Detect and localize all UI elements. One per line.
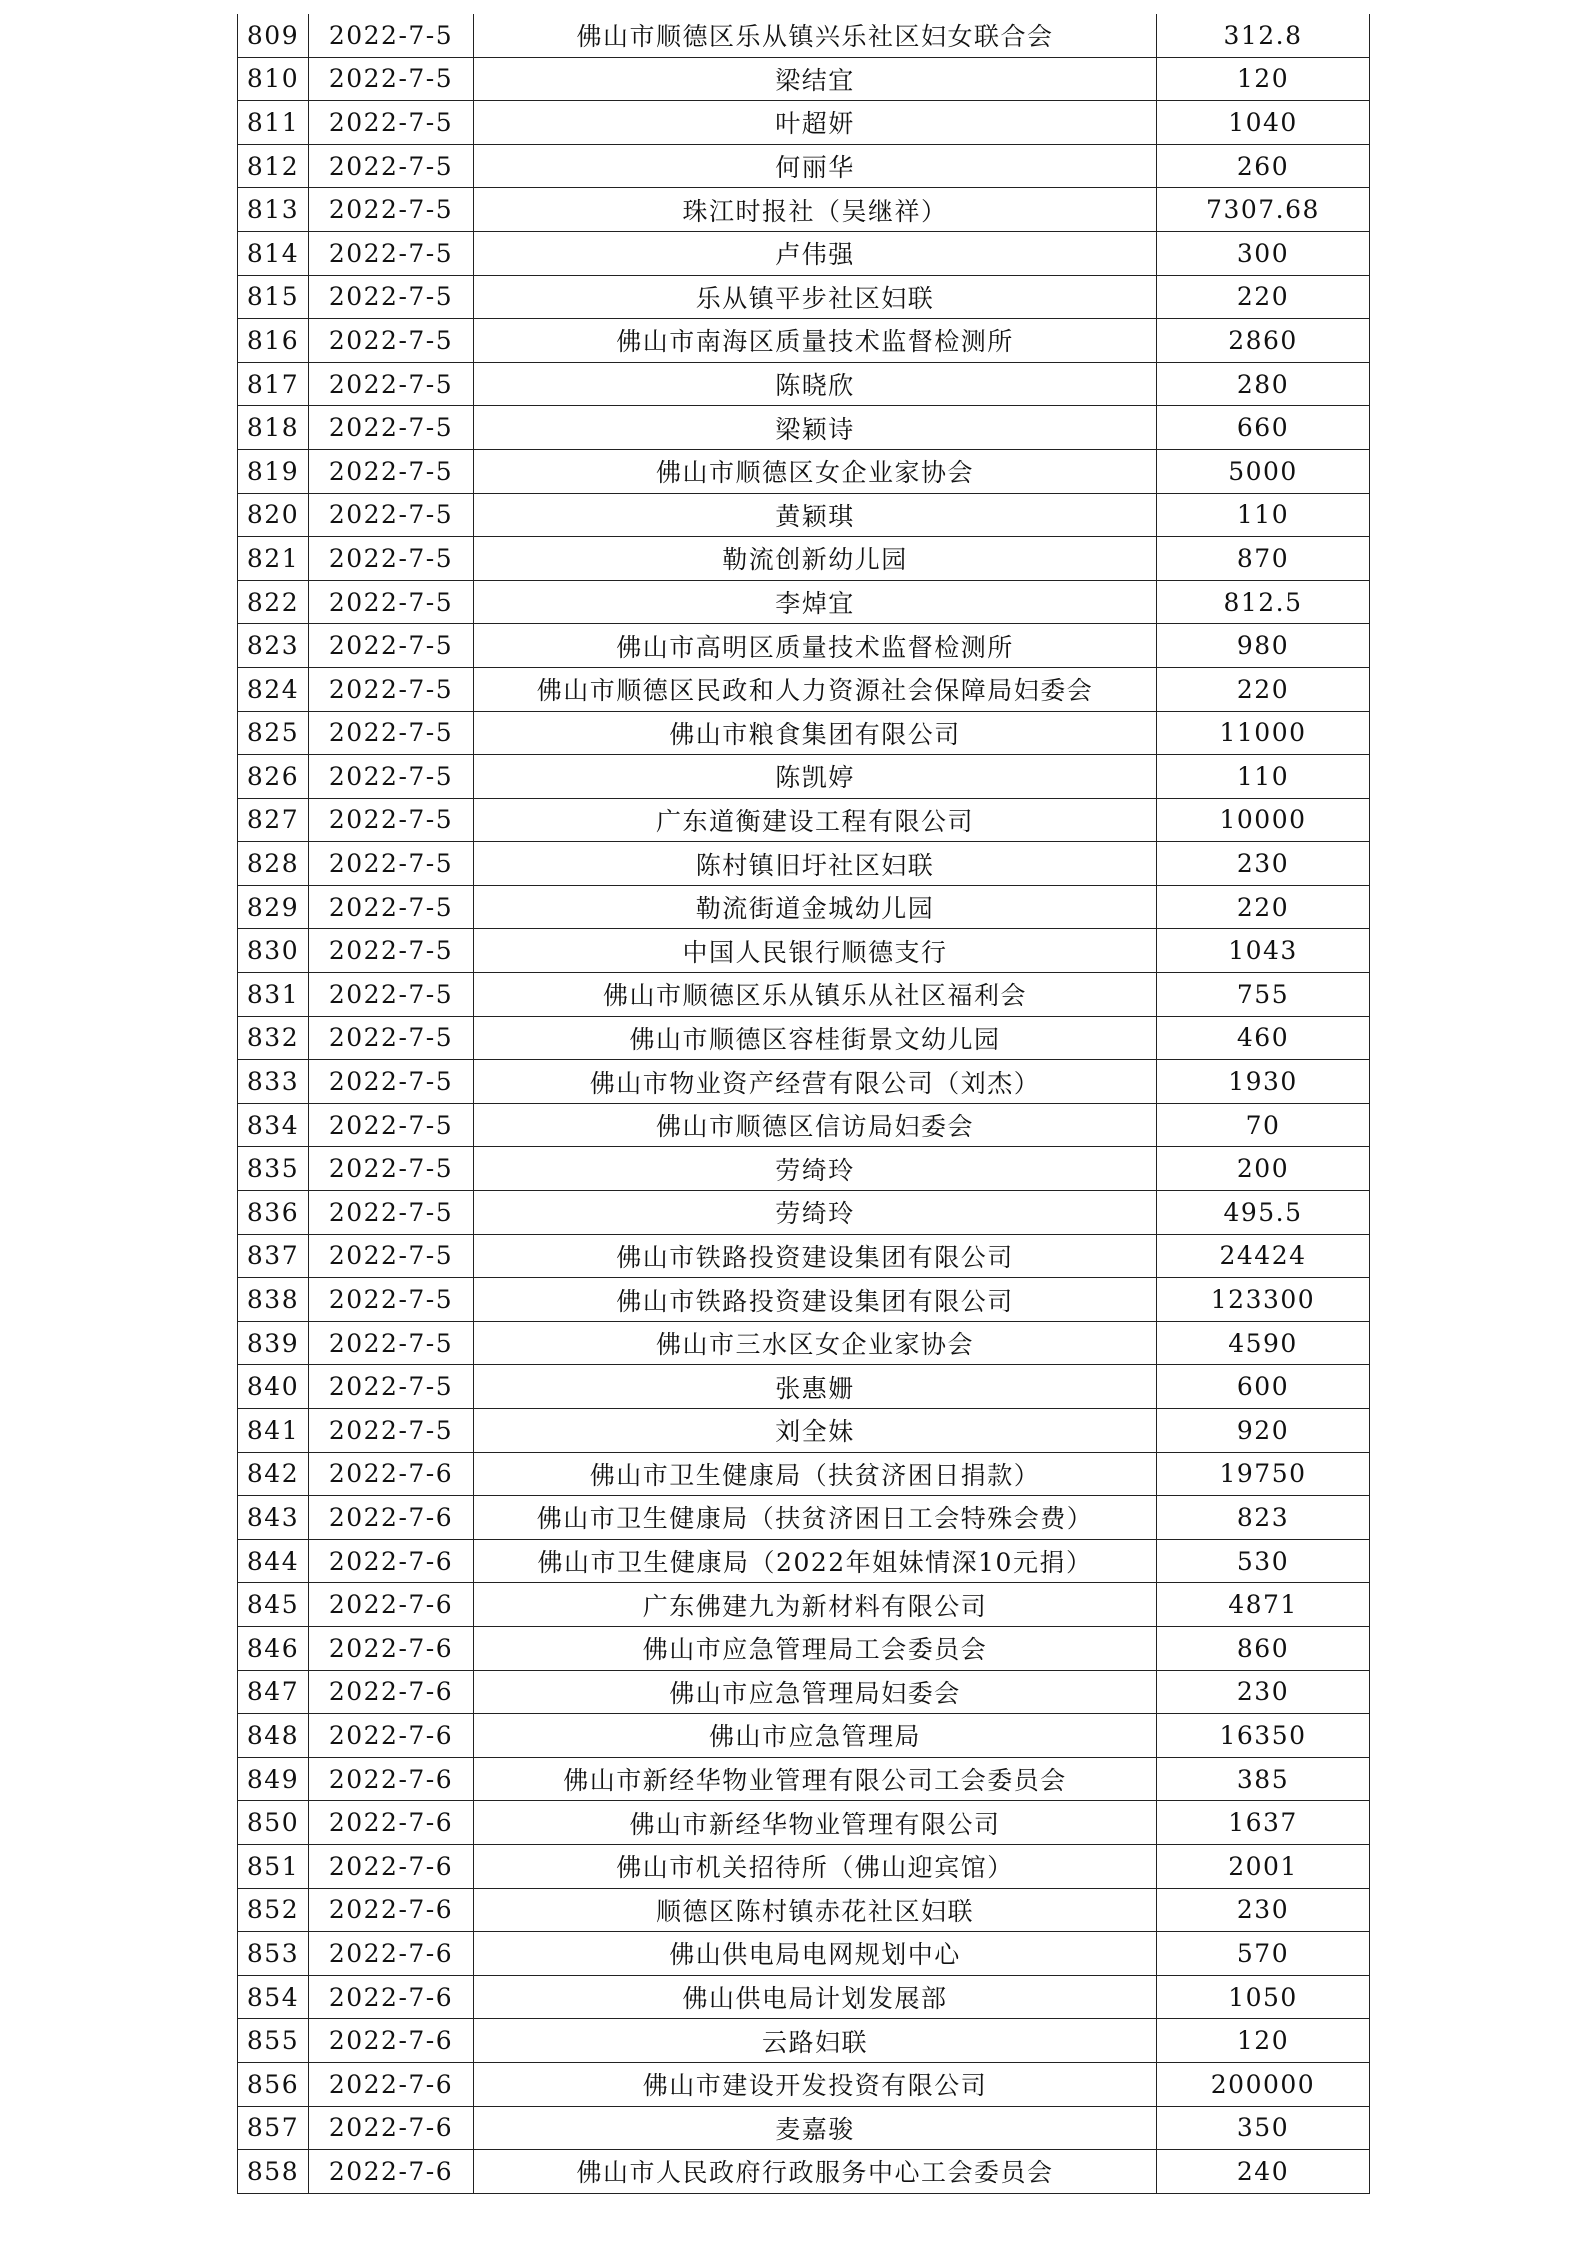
row-number-cell: 811 <box>238 101 309 145</box>
donation-amount-cell: 312.8 <box>1157 14 1370 57</box>
row-date-cell: 2022-7-5 <box>309 1103 474 1147</box>
table-row <box>238 1016 1370 1060</box>
donation-amount-cell: 220 <box>1157 275 1370 319</box>
table-row <box>238 1365 1370 1409</box>
table-row <box>238 624 1370 668</box>
row-number-cell: 809 <box>238 14 309 57</box>
donation-amount-cell: 5000 <box>1157 449 1370 493</box>
donor-name-cell: 佛山市卫生健康局（2022年姐妹情深10元捐） <box>474 1539 1157 1583</box>
row-number-cell: 835 <box>238 1147 309 1191</box>
donation-amount-cell: 70 <box>1157 1103 1370 1147</box>
donation-amount-cell: 240 <box>1157 2150 1370 2194</box>
row-date-cell: 2022-7-5 <box>309 842 474 886</box>
donation-amount-cell: 120 <box>1157 2019 1370 2063</box>
donor-name-cell: 陈晓欣 <box>474 362 1157 406</box>
donor-name-cell: 顺德区陈村镇赤花社区妇联 <box>474 1888 1157 1932</box>
row-date-cell: 2022-7-5 <box>309 188 474 232</box>
table-row <box>238 57 1370 101</box>
row-number-cell: 855 <box>238 2019 309 2063</box>
row-date-cell: 2022-7-6 <box>309 1844 474 1888</box>
donor-name-cell: 佛山供电局计划发展部 <box>474 1975 1157 2019</box>
table-row <box>238 537 1370 581</box>
row-date-cell: 2022-7-6 <box>309 1801 474 1845</box>
donor-name-cell: 张惠姗 <box>474 1365 1157 1409</box>
table-row <box>238 2019 1370 2063</box>
donor-name-cell: 叶超妍 <box>474 101 1157 145</box>
row-date-cell: 2022-7-5 <box>309 1234 474 1278</box>
row-date-cell: 2022-7-5 <box>309 144 474 188</box>
row-date-cell: 2022-7-5 <box>309 449 474 493</box>
row-date-cell: 2022-7-5 <box>309 319 474 363</box>
table-row <box>238 2106 1370 2150</box>
row-number-cell: 825 <box>238 711 309 755</box>
table-row <box>238 842 1370 886</box>
row-number-cell: 850 <box>238 1801 309 1845</box>
donor-name-cell: 佛山市机关招待所（佛山迎宾馆） <box>474 1844 1157 1888</box>
row-number-cell: 857 <box>238 2106 309 2150</box>
table-row <box>238 101 1370 145</box>
donor-name-cell: 乐从镇平步社区妇联 <box>474 275 1157 319</box>
row-date-cell: 2022-7-6 <box>309 1583 474 1627</box>
row-date-cell: 2022-7-5 <box>309 929 474 973</box>
row-number-cell: 845 <box>238 1583 309 1627</box>
row-date-cell: 2022-7-6 <box>309 1626 474 1670</box>
row-number-cell: 828 <box>238 842 309 886</box>
donor-name-cell: 广东道衡建设工程有限公司 <box>474 798 1157 842</box>
donor-name-cell: 何丽华 <box>474 144 1157 188</box>
donation-amount-cell: 570 <box>1157 1932 1370 1976</box>
donor-name-cell: 麦嘉骏 <box>474 2106 1157 2150</box>
table-row <box>238 231 1370 275</box>
row-date-cell: 2022-7-6 <box>309 1670 474 1714</box>
donor-name-cell: 梁结宜 <box>474 57 1157 101</box>
row-number-cell: 821 <box>238 537 309 581</box>
row-date-cell: 2022-7-5 <box>309 362 474 406</box>
donation-amount-cell: 120 <box>1157 57 1370 101</box>
row-date-cell: 2022-7-6 <box>309 1757 474 1801</box>
donation-amount-cell: 860 <box>1157 1626 1370 1670</box>
table-row <box>238 1539 1370 1583</box>
donation-amount-cell: 4871 <box>1157 1583 1370 1627</box>
row-number-cell: 854 <box>238 1975 309 2019</box>
donation-table-container <box>237 14 1369 2194</box>
row-number-cell: 852 <box>238 1888 309 1932</box>
donation-amount-cell: 280 <box>1157 362 1370 406</box>
table-row <box>238 885 1370 929</box>
table-row <box>238 1975 1370 2019</box>
table-row <box>238 449 1370 493</box>
donor-name-cell: 佛山市建设开发投资有限公司 <box>474 2062 1157 2106</box>
row-date-cell: 2022-7-5 <box>309 275 474 319</box>
table-row <box>238 1321 1370 1365</box>
donation-amount-cell: 220 <box>1157 667 1370 711</box>
row-date-cell: 2022-7-5 <box>309 711 474 755</box>
table-row <box>238 1844 1370 1888</box>
donor-name-cell: 佛山市三水区女企业家协会 <box>474 1321 1157 1365</box>
donor-name-cell: 佛山市应急管理局工会委员会 <box>474 1626 1157 1670</box>
donation-table-body <box>238 14 1370 2193</box>
donor-name-cell: 刘全妹 <box>474 1409 1157 1453</box>
table-row <box>238 1060 1370 1104</box>
row-number-cell: 820 <box>238 493 309 537</box>
donation-amount-cell: 660 <box>1157 406 1370 450</box>
row-date-cell: 2022-7-5 <box>309 1060 474 1104</box>
row-date-cell: 2022-7-5 <box>309 57 474 101</box>
donation-amount-cell: 110 <box>1157 755 1370 799</box>
donor-name-cell: 劳绮玲 <box>474 1191 1157 1235</box>
row-number-cell: 810 <box>238 57 309 101</box>
donor-name-cell: 佛山市顺德区乐从镇乐从社区福利会 <box>474 973 1157 1017</box>
donation-amount-cell: 260 <box>1157 144 1370 188</box>
donor-name-cell: 梁颖诗 <box>474 406 1157 450</box>
row-number-cell: 827 <box>238 798 309 842</box>
donation-amount-cell: 200000 <box>1157 2062 1370 2106</box>
table-row <box>238 1583 1370 1627</box>
table-row <box>238 1757 1370 1801</box>
donor-name-cell: 李焯宜 <box>474 580 1157 624</box>
table-row <box>238 14 1370 57</box>
donor-name-cell: 佛山市顺德区信访局妇委会 <box>474 1103 1157 1147</box>
donation-amount-cell: 1930 <box>1157 1060 1370 1104</box>
row-number-cell: 822 <box>238 580 309 624</box>
row-number-cell: 836 <box>238 1191 309 1235</box>
donation-amount-cell: 530 <box>1157 1539 1370 1583</box>
donation-amount-cell: 495.5 <box>1157 1191 1370 1235</box>
row-date-cell: 2022-7-5 <box>309 973 474 1017</box>
row-date-cell: 2022-7-5 <box>309 1278 474 1322</box>
table-row <box>238 973 1370 1017</box>
row-date-cell: 2022-7-6 <box>309 1888 474 1932</box>
row-date-cell: 2022-7-5 <box>309 1321 474 1365</box>
table-row <box>238 406 1370 450</box>
donor-name-cell: 佛山市物业资产经营有限公司（刘杰） <box>474 1060 1157 1104</box>
table-row <box>238 362 1370 406</box>
row-number-cell: 849 <box>238 1757 309 1801</box>
table-row <box>238 1888 1370 1932</box>
donation-amount-cell: 460 <box>1157 1016 1370 1060</box>
donation-amount-cell: 4590 <box>1157 1321 1370 1365</box>
row-date-cell: 2022-7-5 <box>309 755 474 799</box>
donor-name-cell: 佛山市应急管理局妇委会 <box>474 1670 1157 1714</box>
row-number-cell: 813 <box>238 188 309 232</box>
donation-amount-cell: 230 <box>1157 1888 1370 1932</box>
row-number-cell: 831 <box>238 973 309 1017</box>
donation-amount-cell: 300 <box>1157 231 1370 275</box>
row-number-cell: 837 <box>238 1234 309 1278</box>
row-date-cell: 2022-7-5 <box>309 1147 474 1191</box>
row-number-cell: 814 <box>238 231 309 275</box>
row-date-cell: 2022-7-6 <box>309 1714 474 1758</box>
table-row <box>238 319 1370 363</box>
row-date-cell: 2022-7-5 <box>309 101 474 145</box>
donor-name-cell: 佛山市人民政府行政服务中心工会委员会 <box>474 2150 1157 2194</box>
donation-amount-cell: 920 <box>1157 1409 1370 1453</box>
donor-name-cell: 佛山市新经华物业管理有限公司 <box>474 1801 1157 1845</box>
donation-amount-cell: 230 <box>1157 842 1370 886</box>
row-number-cell: 824 <box>238 667 309 711</box>
donation-amount-cell: 350 <box>1157 2106 1370 2150</box>
row-date-cell: 2022-7-5 <box>309 406 474 450</box>
row-date-cell: 2022-7-5 <box>309 798 474 842</box>
donation-amount-cell: 220 <box>1157 885 1370 929</box>
row-number-cell: 818 <box>238 406 309 450</box>
row-date-cell: 2022-7-5 <box>309 493 474 537</box>
donation-amount-cell: 11000 <box>1157 711 1370 755</box>
row-number-cell: 847 <box>238 1670 309 1714</box>
donation-amount-cell: 7307.68 <box>1157 188 1370 232</box>
row-number-cell: 839 <box>238 1321 309 1365</box>
table-row <box>238 1103 1370 1147</box>
table-row <box>238 667 1370 711</box>
donation-amount-cell: 980 <box>1157 624 1370 668</box>
donation-amount-cell: 1637 <box>1157 1801 1370 1845</box>
donation-amount-cell: 385 <box>1157 1757 1370 1801</box>
donation-amount-cell: 1050 <box>1157 1975 1370 2019</box>
row-number-cell: 843 <box>238 1496 309 1540</box>
donor-name-cell: 佛山市顺德区容桂街景文幼儿园 <box>474 1016 1157 1060</box>
donation-amount-cell: 1043 <box>1157 929 1370 973</box>
donation-amount-cell: 230 <box>1157 1670 1370 1714</box>
row-date-cell: 2022-7-5 <box>309 1365 474 1409</box>
row-date-cell: 2022-7-5 <box>309 1191 474 1235</box>
donor-name-cell: 劳绮玲 <box>474 1147 1157 1191</box>
row-date-cell: 2022-7-5 <box>309 885 474 929</box>
table-row <box>238 1801 1370 1845</box>
donor-name-cell: 佛山市铁路投资建设集团有限公司 <box>474 1234 1157 1278</box>
row-number-cell: 834 <box>238 1103 309 1147</box>
row-number-cell: 829 <box>238 885 309 929</box>
table-row <box>238 1278 1370 1322</box>
row-number-cell: 812 <box>238 144 309 188</box>
row-date-cell: 2022-7-6 <box>309 1932 474 1976</box>
row-date-cell: 2022-7-5 <box>309 14 474 57</box>
donation-amount-cell: 812.5 <box>1157 580 1370 624</box>
donation-amount-cell: 110 <box>1157 493 1370 537</box>
table-row <box>238 711 1370 755</box>
donor-name-cell: 佛山市南海区质量技术监督检测所 <box>474 319 1157 363</box>
row-number-cell: 832 <box>238 1016 309 1060</box>
table-row <box>238 2062 1370 2106</box>
donation-amount-cell: 1040 <box>1157 101 1370 145</box>
donor-name-cell: 佛山供电局电网规划中心 <box>474 1932 1157 1976</box>
row-date-cell: 2022-7-5 <box>309 580 474 624</box>
row-number-cell: 816 <box>238 319 309 363</box>
donation-amount-cell: 2001 <box>1157 1844 1370 1888</box>
row-number-cell: 838 <box>238 1278 309 1322</box>
donor-name-cell: 广东佛建九为新材料有限公司 <box>474 1583 1157 1627</box>
table-row <box>238 1147 1370 1191</box>
table-row <box>238 929 1370 973</box>
donor-name-cell: 勒流创新幼儿园 <box>474 537 1157 581</box>
row-number-cell: 858 <box>238 2150 309 2194</box>
table-row <box>238 1234 1370 1278</box>
donation-amount-cell: 10000 <box>1157 798 1370 842</box>
donation-amount-cell: 16350 <box>1157 1714 1370 1758</box>
row-date-cell: 2022-7-6 <box>309 1496 474 1540</box>
row-number-cell: 815 <box>238 275 309 319</box>
donor-name-cell: 佛山市新经华物业管理有限公司工会委员会 <box>474 1757 1157 1801</box>
row-number-cell: 830 <box>238 929 309 973</box>
donor-name-cell: 佛山市顺德区民政和人力资源社会保障局妇委会 <box>474 667 1157 711</box>
donor-name-cell: 佛山市高明区质量技术监督检测所 <box>474 624 1157 668</box>
row-date-cell: 2022-7-6 <box>309 1452 474 1496</box>
donor-name-cell: 佛山市卫生健康局（扶贫济困日捐款） <box>474 1452 1157 1496</box>
row-number-cell: 841 <box>238 1409 309 1453</box>
table-row <box>238 188 1370 232</box>
row-number-cell: 851 <box>238 1844 309 1888</box>
donor-name-cell: 云路妇联 <box>474 2019 1157 2063</box>
row-date-cell: 2022-7-5 <box>309 667 474 711</box>
table-row <box>238 1191 1370 1235</box>
donor-name-cell: 卢伟强 <box>474 231 1157 275</box>
donor-name-cell: 黄颖琪 <box>474 493 1157 537</box>
donor-name-cell: 佛山市应急管理局 <box>474 1714 1157 1758</box>
row-date-cell: 2022-7-6 <box>309 2150 474 2194</box>
donation-amount-cell: 200 <box>1157 1147 1370 1191</box>
donor-name-cell: 佛山市粮食集团有限公司 <box>474 711 1157 755</box>
donor-name-cell: 佛山市卫生健康局（扶贫济困日工会特殊会费） <box>474 1496 1157 1540</box>
row-number-cell: 842 <box>238 1452 309 1496</box>
row-number-cell: 856 <box>238 2062 309 2106</box>
table-row <box>238 580 1370 624</box>
row-date-cell: 2022-7-5 <box>309 231 474 275</box>
table-row <box>238 1496 1370 1540</box>
donation-amount-cell: 2860 <box>1157 319 1370 363</box>
row-number-cell: 853 <box>238 1932 309 1976</box>
table-row <box>238 755 1370 799</box>
row-number-cell: 840 <box>238 1365 309 1409</box>
row-number-cell: 823 <box>238 624 309 668</box>
donor-name-cell: 陈村镇旧圩社区妇联 <box>474 842 1157 886</box>
row-number-cell: 846 <box>238 1626 309 1670</box>
table-row <box>238 1452 1370 1496</box>
row-date-cell: 2022-7-6 <box>309 1539 474 1583</box>
row-number-cell: 848 <box>238 1714 309 1758</box>
table-row <box>238 275 1370 319</box>
donation-table <box>237 14 1370 2194</box>
row-date-cell: 2022-7-6 <box>309 2019 474 2063</box>
row-number-cell: 833 <box>238 1060 309 1104</box>
row-number-cell: 819 <box>238 449 309 493</box>
donation-amount-cell: 600 <box>1157 1365 1370 1409</box>
table-row <box>238 1932 1370 1976</box>
donation-amount-cell: 24424 <box>1157 1234 1370 1278</box>
table-row <box>238 493 1370 537</box>
table-row <box>238 1626 1370 1670</box>
donation-amount-cell: 123300 <box>1157 1278 1370 1322</box>
donation-amount-cell: 870 <box>1157 537 1370 581</box>
row-date-cell: 2022-7-5 <box>309 624 474 668</box>
table-row <box>238 144 1370 188</box>
donor-name-cell: 中国人民银行顺德支行 <box>474 929 1157 973</box>
table-row <box>238 798 1370 842</box>
donor-name-cell: 佛山市铁路投资建设集团有限公司 <box>474 1278 1157 1322</box>
donor-name-cell: 佛山市顺德区女企业家协会 <box>474 449 1157 493</box>
donation-amount-cell: 19750 <box>1157 1452 1370 1496</box>
row-date-cell: 2022-7-6 <box>309 2106 474 2150</box>
row-number-cell: 826 <box>238 755 309 799</box>
row-date-cell: 2022-7-5 <box>309 1016 474 1060</box>
table-row <box>238 1409 1370 1453</box>
donor-name-cell: 佛山市顺德区乐从镇兴乐社区妇女联合会 <box>474 14 1157 57</box>
donation-amount-cell: 823 <box>1157 1496 1370 1540</box>
donor-name-cell: 勒流街道金城幼儿园 <box>474 885 1157 929</box>
row-date-cell: 2022-7-6 <box>309 2062 474 2106</box>
table-row <box>238 1714 1370 1758</box>
donation-amount-cell: 755 <box>1157 973 1370 1017</box>
donor-name-cell: 陈凯婷 <box>474 755 1157 799</box>
row-date-cell: 2022-7-6 <box>309 1975 474 2019</box>
row-number-cell: 844 <box>238 1539 309 1583</box>
table-row <box>238 2150 1370 2194</box>
donor-name-cell: 珠江时报社（吴继祥） <box>474 188 1157 232</box>
row-number-cell: 817 <box>238 362 309 406</box>
row-date-cell: 2022-7-5 <box>309 1409 474 1453</box>
row-date-cell: 2022-7-5 <box>309 537 474 581</box>
table-row <box>238 1670 1370 1714</box>
